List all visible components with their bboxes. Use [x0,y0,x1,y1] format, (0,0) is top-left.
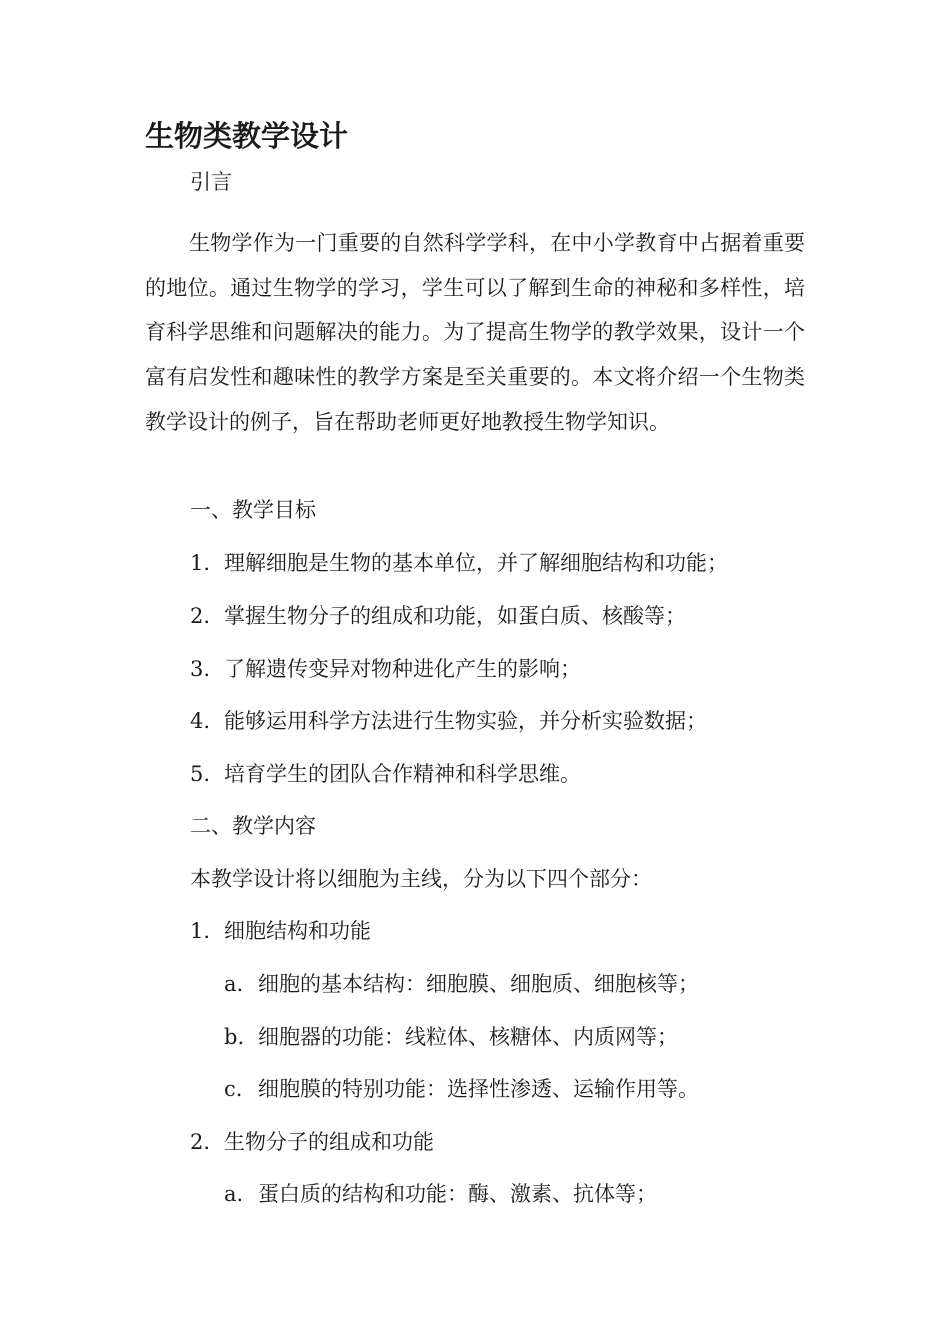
content-subitem-label: c. [224,1077,243,1101]
goal-item-text: 掌握生物分子的组成和功能，如蛋白质、核酸等； [224,604,686,628]
goal-item-4 [190,705,707,737]
goal-item-1 [190,547,728,579]
goal-item-text: 理解细胞是生物的基本单位，并了解细胞结构和功能； [224,551,728,575]
content-subitem [224,1073,699,1105]
content-subitem [224,968,699,1000]
goal-item-number: 2. [190,604,211,628]
content-subitem-text: 细胞的基本结构：细胞膜、细胞质、细胞核等； [258,972,699,996]
content-subitem-label: a. [224,972,244,996]
goal-item-number: 4. [190,709,211,733]
content-subitem-label: b. [224,1025,245,1049]
goal-item-2 [190,600,686,632]
content-subitem-text: 细胞膜的特别功能：选择性渗透、运输作用等。 [258,1077,699,1101]
goal-item-text: 能够运用科学方法进行生物实验，并分析实验数据； [224,709,707,733]
goal-item-text: 了解遗传变异对物种进化产生的影响； [224,657,581,681]
goal-item-number: 1. [190,551,211,575]
goal-item-5 [190,758,581,790]
content-part-2 [190,1126,434,1158]
content-subitem-text: 细胞器的功能：线粒体、核糖体、内质网等； [258,1025,678,1049]
section1-heading: 一、教学目标 [190,498,316,522]
content-part-number: 2. [190,1130,211,1154]
goal-item-3 [190,653,581,685]
section2-intro: 本教学设计将以细胞为主线，分为以下四个部分： [190,867,652,891]
content-part-1 [190,915,371,947]
goal-item-number: 5. [190,762,211,786]
content-part-text: 细胞结构和功能 [224,919,371,943]
content-subitem [224,1178,657,1210]
content-subitem-text: 蛋白质的结构和功能：酶、激素、抗体等； [258,1182,657,1206]
goal-item-number: 3. [190,657,211,681]
goal-item-text: 培育学生的团队合作精神和科学思维。 [224,762,581,786]
content-part-text: 生物分子的组成和功能 [224,1130,434,1154]
section2-heading: 二、教学内容 [190,814,316,838]
intro-paragraph: 生物学作为一门重要的自然科学学科，在中小学教育中占据着重要的地位。通过生物学的学习，学生可以了解到生命的神秘和多样性，培育科学思维和问题解决的能力。为了提高生物学的教学效果，设计一个富有启发性和趣味性的教学方案是至关重要的。本文将介绍一个生物类教学设计的例子，旨在帮助老师更好地教授生物学知识。 [145,231,805,434]
content-subitem-label: a. [224,1182,244,1206]
content-subitem [224,1021,678,1053]
intro-heading: 引言 [190,170,232,194]
document-title: 生物类教学设计 [145,119,349,153]
content-part-number: 1. [190,919,211,943]
